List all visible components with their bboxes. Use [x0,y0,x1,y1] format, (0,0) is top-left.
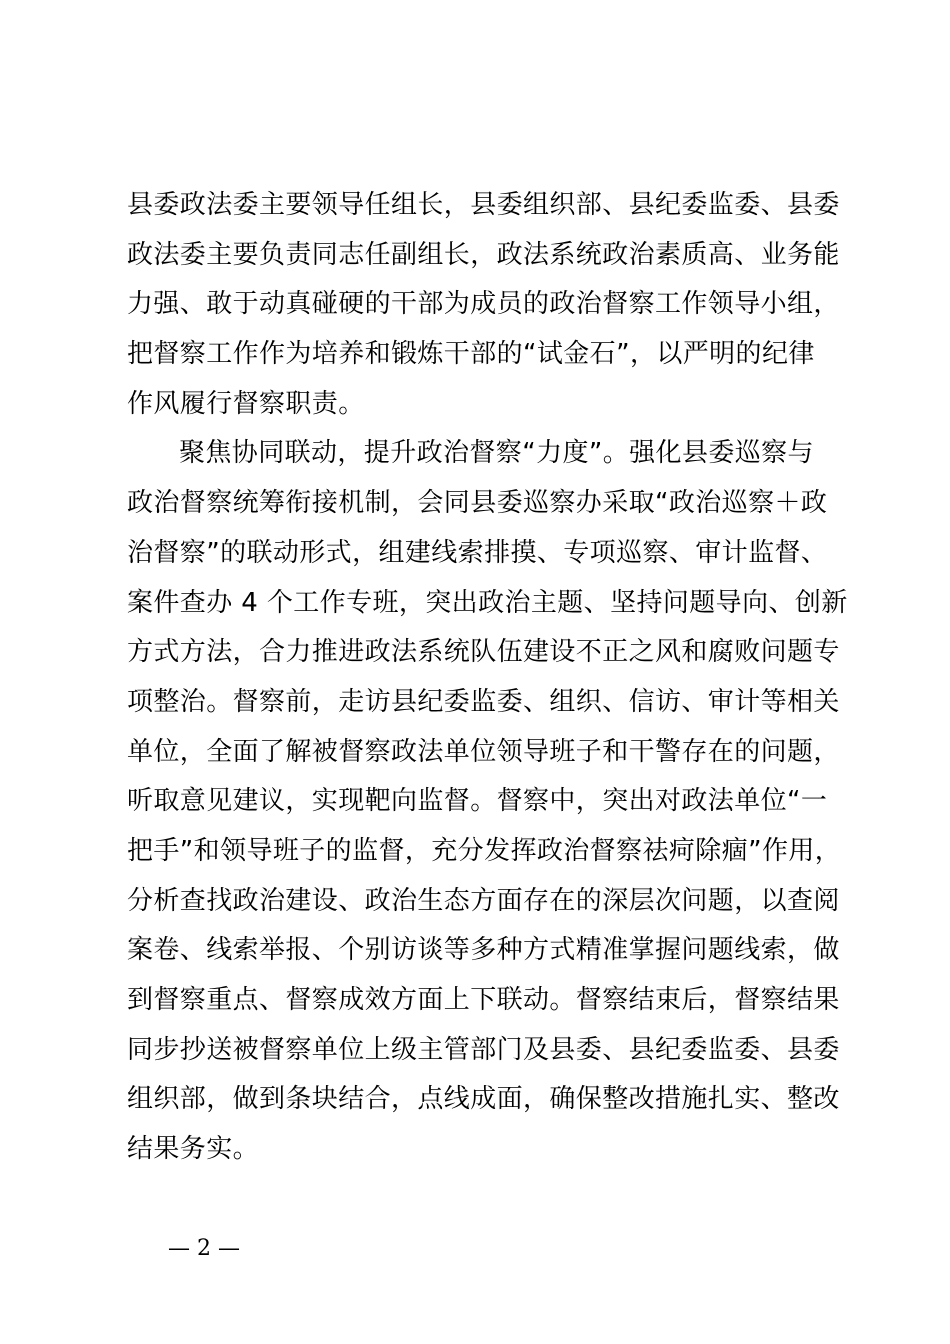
text-line: 听取意见建议，实现靶向监督。督察中，突出对政法单位“一 [127,786,828,817]
text-line: 作风履行督察职责。 [127,388,365,419]
text-line: 把督察工作作为培养和锻炼干部的“试金石”，以严明的纪律 [127,339,815,370]
page-number: — 2 — [168,1236,240,1261]
text-line: 政法委主要负责同志任副组长，政法系统政治素质高、业务能 [127,239,840,270]
text-line: 案卷、线索举报、个别访谈等多种方式精准掌握问题线索，做 [127,935,840,966]
text-line: 组织部，做到条块结合，点线成面，确保整改措施扎实、整改 [127,1084,840,1115]
text-line: 县委政法委主要领导任组长，县委组织部、县纪委监委、县委 [127,190,840,220]
text-line: 把手”和领导班子的监督，充分发挥政治督察祛疴除痼”作用， [127,835,842,866]
text-line: 项整治。督察前，走访县纪委监委、组织、信访、审计等相关 [127,686,840,717]
text-line: 到督察重点、督察成效方面上下联动。督察结束后，督察结果 [127,985,840,1015]
text-line: 力强、敢于动真碰硬的干部为成员的政治督察工作领导小组， [127,289,840,320]
text-line: 同步抄送被督察单位上级主管部门及县委、县纪委监委、县委 [127,1034,840,1065]
text-line: 分析查找政治建设、政治生态方面存在的深层次问题，以查阅 [127,885,840,916]
text-line: 单位，全面了解被督察政法单位领导班子和干警存在的问题， [127,736,840,767]
text-line: 政治督察统筹衔接机制，会同县委巡察办采取“政治巡察＋政 [127,488,828,519]
text-line: 案件查办 4 个工作专班，突出政治主题、坚持问题导向、创新 [127,587,848,618]
body-text [127,181,848,1175]
text-line: 结果务实。 [127,1134,260,1165]
text-line: 方式方法，合力推进政法系统队伍建设不正之风和腐败问题专 [127,637,840,668]
text-line: 治督察”的联动形式，组建线索排摸、专项巡察、审计监督、 [127,537,828,568]
paragraph-first-line: 聚焦协同联动，提升政治督察“力度”。强化县委巡察与 [179,438,814,469]
